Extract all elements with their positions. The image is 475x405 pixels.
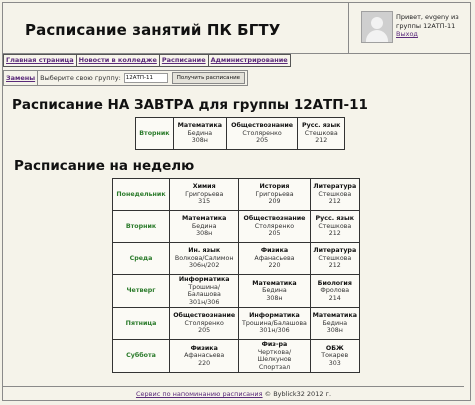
- lesson-room: 303: [328, 359, 341, 367]
- replacements-link[interactable]: Замены: [4, 71, 38, 85]
- lesson-teacher: Волкова/Салимон: [174, 254, 234, 262]
- table-row: [113, 340, 360, 373]
- lesson-cell: [170, 308, 239, 340]
- copyright-text: © Byblick32 2012 г.: [264, 390, 332, 398]
- lesson-teacher: Фролова: [320, 287, 350, 295]
- lesson-cell: [170, 340, 239, 373]
- greeting-text: Привет, evgeny из группы 12АТП-11: [396, 13, 459, 30]
- lesson-room: 212: [328, 230, 341, 238]
- lesson-subject: Математика: [177, 122, 222, 130]
- lesson-teacher: Столяренко: [254, 222, 295, 230]
- table-row: [113, 179, 360, 211]
- lesson-room: 205: [268, 230, 281, 238]
- lesson-room: 308н: [266, 294, 283, 302]
- reminder-service-link[interactable]: Сервис по напоминанию расписания: [135, 390, 263, 398]
- page-title: Расписание занятий ПК БГТУ: [25, 21, 281, 39]
- lesson-room: 308н: [326, 327, 343, 335]
- lesson-subject: Информатика: [178, 276, 230, 283]
- lesson-teacher: Бедина: [187, 129, 213, 137]
- lesson-subject: Литература: [313, 183, 357, 191]
- lesson-subject: Литература: [313, 247, 357, 255]
- get-schedule-button[interactable]: Получить расписание: [172, 72, 245, 84]
- lesson-cell: [239, 308, 310, 340]
- group-toolbar: [3, 70, 248, 86]
- lesson-teacher: Григорьева: [185, 190, 224, 198]
- lesson-teacher: Столяренко: [184, 319, 224, 327]
- lesson-subject: Русс. язык: [315, 215, 354, 223]
- header: [3, 3, 470, 54]
- logout-link[interactable]: Выход: [396, 30, 418, 38]
- lesson-cell: [310, 243, 359, 275]
- lesson-subject: Обществознание: [231, 122, 294, 130]
- lesson-room: 220: [198, 359, 211, 367]
- lesson-cell: [170, 243, 239, 275]
- day-cell: Понедельник: [113, 179, 170, 211]
- user-silhouette-icon: [361, 11, 393, 43]
- lesson-room: 308н: [191, 137, 208, 145]
- lesson-teacher: Афанасьева: [184, 352, 225, 360]
- lesson-teacher: Бедина: [322, 319, 348, 327]
- lesson-cell: [239, 340, 310, 373]
- lesson-teacher: Стешкова: [318, 254, 352, 262]
- week-heading: Расписание на неделю: [14, 158, 195, 174]
- main-nav: [3, 54, 291, 67]
- lesson-subject: ОБЖ: [325, 344, 344, 352]
- lesson-cell: [310, 275, 359, 308]
- lesson-room: 308н: [196, 230, 213, 238]
- lesson-cell: [310, 308, 359, 340]
- lesson-teacher: Стешкова: [304, 129, 338, 137]
- day-cell: Среда: [113, 243, 170, 275]
- lesson-room: 301н/306: [189, 298, 220, 306]
- lesson-room: Спортзал: [258, 363, 291, 371]
- lesson-teacher: Столяренко: [242, 129, 282, 137]
- lesson-room: 301н/306: [259, 327, 290, 335]
- footer-divider: [3, 386, 464, 387]
- lesson-cell: [170, 211, 239, 243]
- lesson-subject: Биология: [317, 279, 352, 287]
- lesson-room: 205: [256, 137, 269, 145]
- tomorrow-table: [135, 117, 345, 150]
- lesson-cell: [173, 118, 226, 150]
- lesson-cell: [239, 275, 310, 308]
- nav-schedule[interactable]: Расписание: [160, 55, 209, 66]
- lesson-subject: Обществознание: [173, 312, 236, 320]
- lesson-teacher: Токарев: [321, 352, 349, 360]
- lesson-subject: Физика: [260, 247, 289, 255]
- lesson-cell: [310, 340, 359, 373]
- day-cell: Суббота: [113, 340, 170, 373]
- lesson-teacher: Черткова/Шелкунов: [257, 348, 292, 363]
- lesson-teacher: Трошина/Балашова: [242, 319, 307, 327]
- table-row: [113, 243, 360, 275]
- lesson-room: 306н/202: [189, 262, 220, 270]
- lesson-subject: Химия: [192, 183, 216, 191]
- nav-admin[interactable]: Администрирование: [210, 56, 288, 64]
- lesson-subject: Физ-ра: [261, 341, 288, 348]
- lesson-subject: Информатика: [249, 312, 300, 320]
- lesson-room: 220: [268, 262, 281, 270]
- lesson-cell: [239, 211, 310, 243]
- lesson-room: 214: [328, 294, 341, 302]
- week-table: [112, 178, 360, 373]
- table-row: [113, 308, 360, 340]
- nav-home[interactable]: Главная страница: [4, 55, 77, 66]
- lesson-cell: [239, 179, 310, 211]
- lesson-subject: Физика: [190, 344, 218, 352]
- lesson-subject: Математика: [312, 312, 357, 320]
- lesson-room: 212: [315, 137, 328, 145]
- group-select-label: Выберите свою группу:: [40, 74, 121, 82]
- lesson-subject: Обществознание: [243, 215, 306, 223]
- footer: [0, 390, 467, 398]
- table-row: [113, 275, 360, 308]
- lesson-subject: Математика: [181, 215, 227, 223]
- lesson-room: 205: [198, 327, 211, 335]
- group-input[interactable]: 12АТП-11: [124, 73, 168, 83]
- user-greeting: [396, 13, 470, 39]
- lesson-teacher: Трошина/Балашова: [187, 283, 221, 298]
- day-cell: Вторник: [113, 211, 170, 243]
- lesson-room: 212: [328, 198, 341, 206]
- lesson-room: 212: [328, 262, 341, 270]
- lesson-cell: [226, 118, 298, 150]
- lesson-teacher: Стешкова: [318, 190, 352, 198]
- nav-news[interactable]: Новости в колледже: [77, 55, 160, 66]
- table-row: [113, 211, 360, 243]
- lesson-subject: История: [259, 183, 290, 191]
- lesson-subject: Русс. язык: [302, 122, 341, 130]
- lesson-cell: [170, 275, 239, 308]
- lesson-teacher: Бедина: [262, 287, 287, 295]
- lesson-teacher: Стешкова: [318, 222, 352, 230]
- lesson-teacher: Бедина: [191, 222, 217, 230]
- day-cell: Вторник: [136, 118, 174, 150]
- lesson-room: 315: [198, 198, 211, 206]
- lesson-cell: [310, 179, 359, 211]
- day-cell: Пятница: [113, 308, 170, 340]
- lesson-subject: Ин. язык: [188, 247, 221, 255]
- day-cell: Четверг: [113, 275, 170, 308]
- lesson-cell: [239, 243, 310, 275]
- lesson-teacher: Афанасьева: [254, 254, 295, 262]
- lesson-room: 209: [268, 198, 281, 206]
- lesson-cell: [170, 179, 239, 211]
- lesson-subject: Математика: [252, 279, 297, 287]
- user-panel: [348, 3, 471, 53]
- table-row: [136, 118, 345, 150]
- lesson-teacher: Григорьева: [255, 190, 294, 198]
- lesson-cell: [310, 211, 359, 243]
- lesson-cell: [298, 118, 345, 150]
- tomorrow-heading: Расписание НА ЗАВТРА для группы 12АТП-11: [12, 97, 368, 113]
